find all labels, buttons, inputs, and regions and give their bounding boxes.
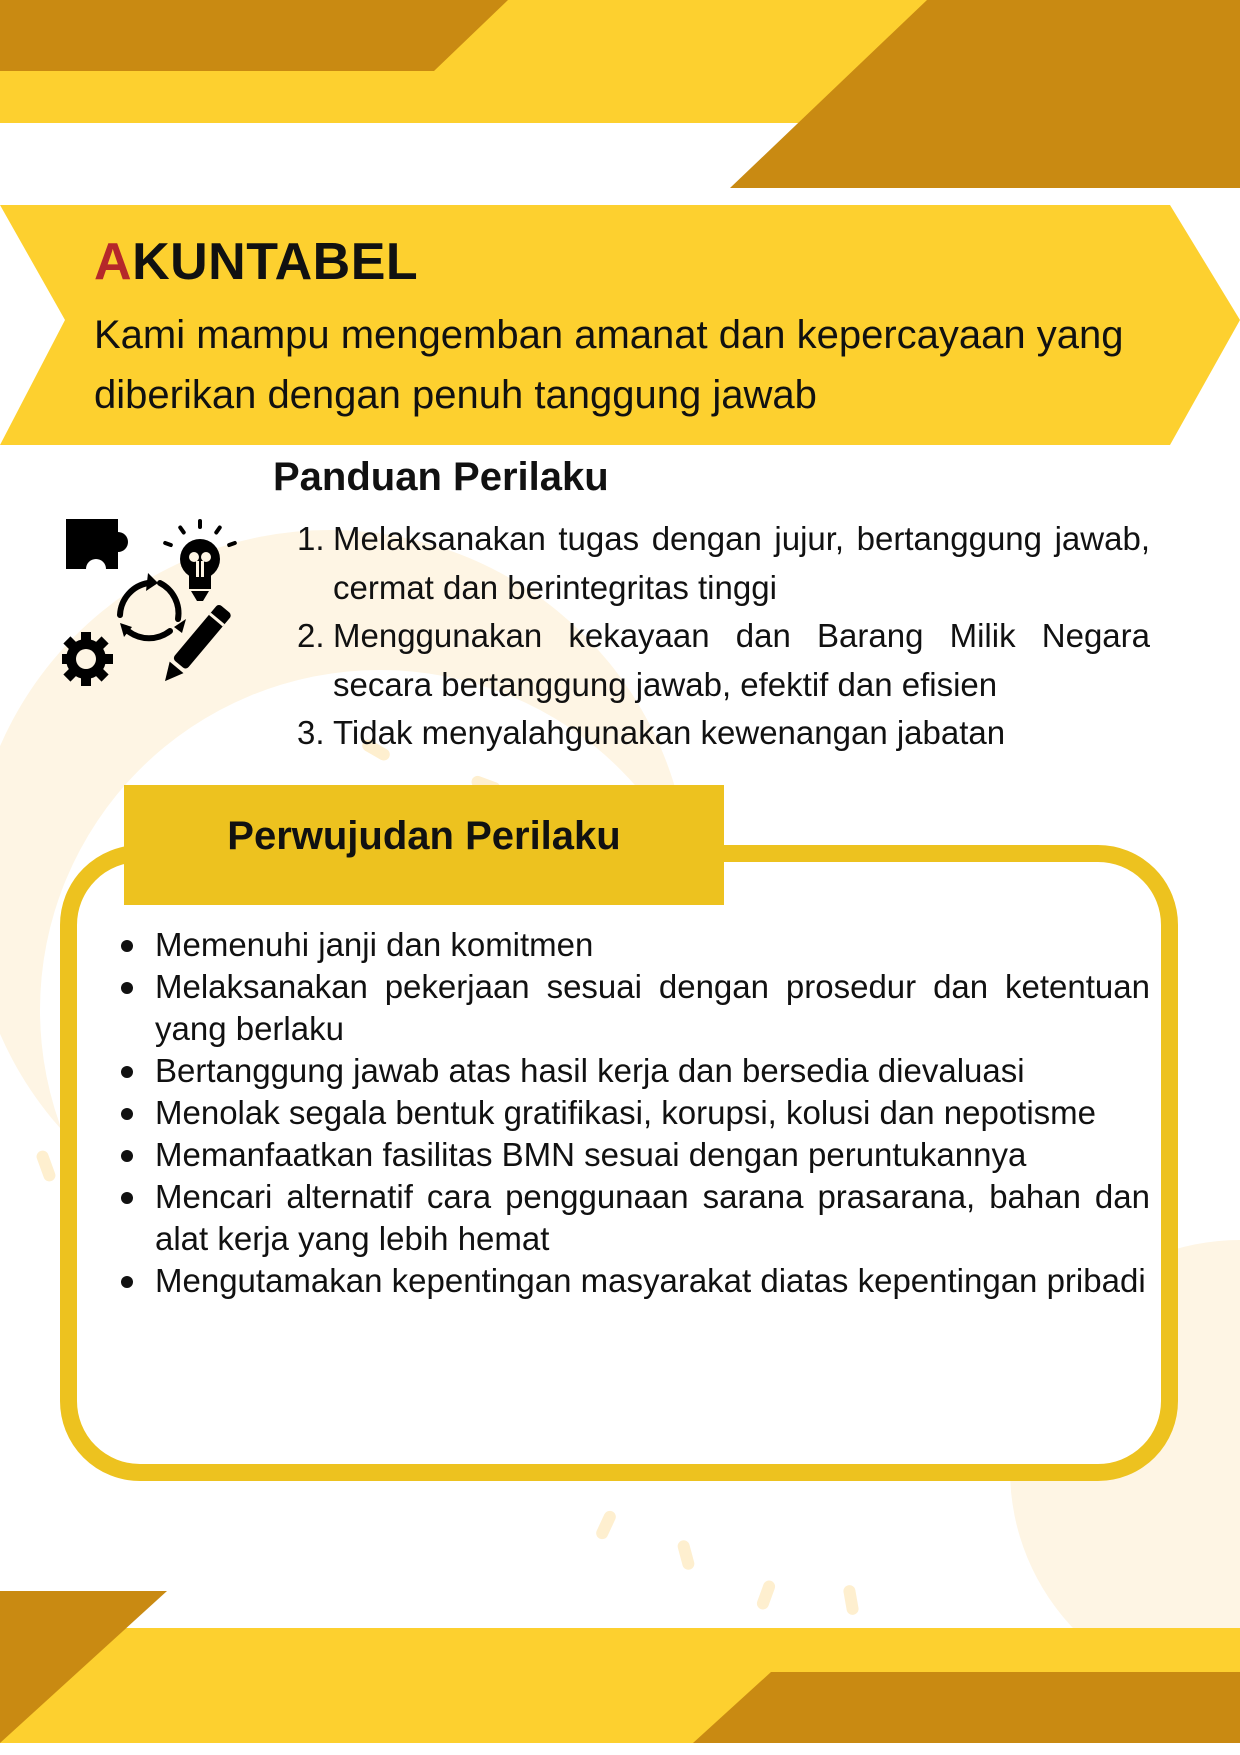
perwujudan-list [114, 924, 1150, 1302]
item-text: Memanfaatkan fasilitas BMN sesuai dengan peruntukannya [155, 1136, 1027, 1173]
panduan-title: Panduan Perilaku [273, 455, 609, 499]
item-number: 3. [297, 714, 325, 751]
puzzle-icon [66, 519, 128, 569]
bottom-white-strip [0, 1743, 1240, 1755]
perwujudan-item [114, 1092, 1150, 1134]
item-text: Menggunakan kekayaan dan Barang Milik Negara secara bertanggung jawab, efektif dan efisien [333, 617, 1150, 703]
bullet-icon [121, 1276, 133, 1288]
item-number: 2. [297, 617, 325, 654]
item-text: Melaksanakan tugas dengan jujur, bertanggung jawab, cermat dan berintegritas tinggi [333, 520, 1150, 606]
item-text: Mengutamakan kepentingan masyarakat diatas kepentingan pribadi [155, 1262, 1146, 1299]
lightbulb-icon [163, 519, 238, 601]
perwujudan-item [114, 1050, 1150, 1092]
bullet-icon [121, 1066, 133, 1078]
bullet-icon [121, 982, 133, 994]
panduan-item [297, 709, 1150, 758]
item-text: Tidak menyalahgunakan kewenangan jabatan [333, 714, 1006, 751]
item-text: Mencari alternatif cara penggunaan sarana prasarana, bahan dan alat kerja yang lebih hemat [155, 1178, 1150, 1257]
perwujudan-title: Perwujudan Perilaku [227, 814, 621, 858]
panduan-item [297, 515, 1150, 612]
title-first-letter: A [94, 233, 133, 291]
perwujudan-item [114, 966, 1150, 1050]
behavior-guide-icon [62, 515, 242, 695]
perwujudan-item [114, 1134, 1150, 1176]
bullet-icon [121, 1192, 133, 1204]
perwujudan-header [124, 785, 724, 905]
item-number: 1. [297, 520, 325, 557]
page-title [94, 232, 418, 292]
pencil-icon [158, 603, 232, 687]
perwujudan-item [114, 1260, 1150, 1302]
bullet-icon [121, 1108, 133, 1120]
panduan-item [297, 612, 1150, 709]
title-rest: KUNTABEL [132, 233, 419, 291]
gear-icon [62, 632, 113, 686]
perwujudan-item [114, 1176, 1150, 1260]
bullet-icon [121, 1150, 133, 1162]
item-text: Menolak segala bentuk gratifikasi, korupsi, kolusi dan nepotisme [155, 1094, 1097, 1131]
bullet-icon [121, 940, 133, 952]
item-text: Melaksanakan pekerjaan sesuai dengan prosedur dan ketentuan yang berlaku [155, 968, 1150, 1047]
item-text: Memenuhi janji dan komitmen [155, 926, 594, 963]
top-left-gold-block [0, 0, 508, 71]
item-text: Bertanggung jawab atas hasil kerja dan bersedia dievaluasi [155, 1052, 1025, 1089]
perwujudan-item [114, 924, 1150, 966]
page-subtitle: Kami mampu mengemban amanat dan kepercayaan yang diberikan dengan penuh tanggung jawab [94, 313, 1124, 417]
bottom-right-gold-block [693, 1672, 1240, 1743]
panduan-list [297, 515, 1150, 758]
